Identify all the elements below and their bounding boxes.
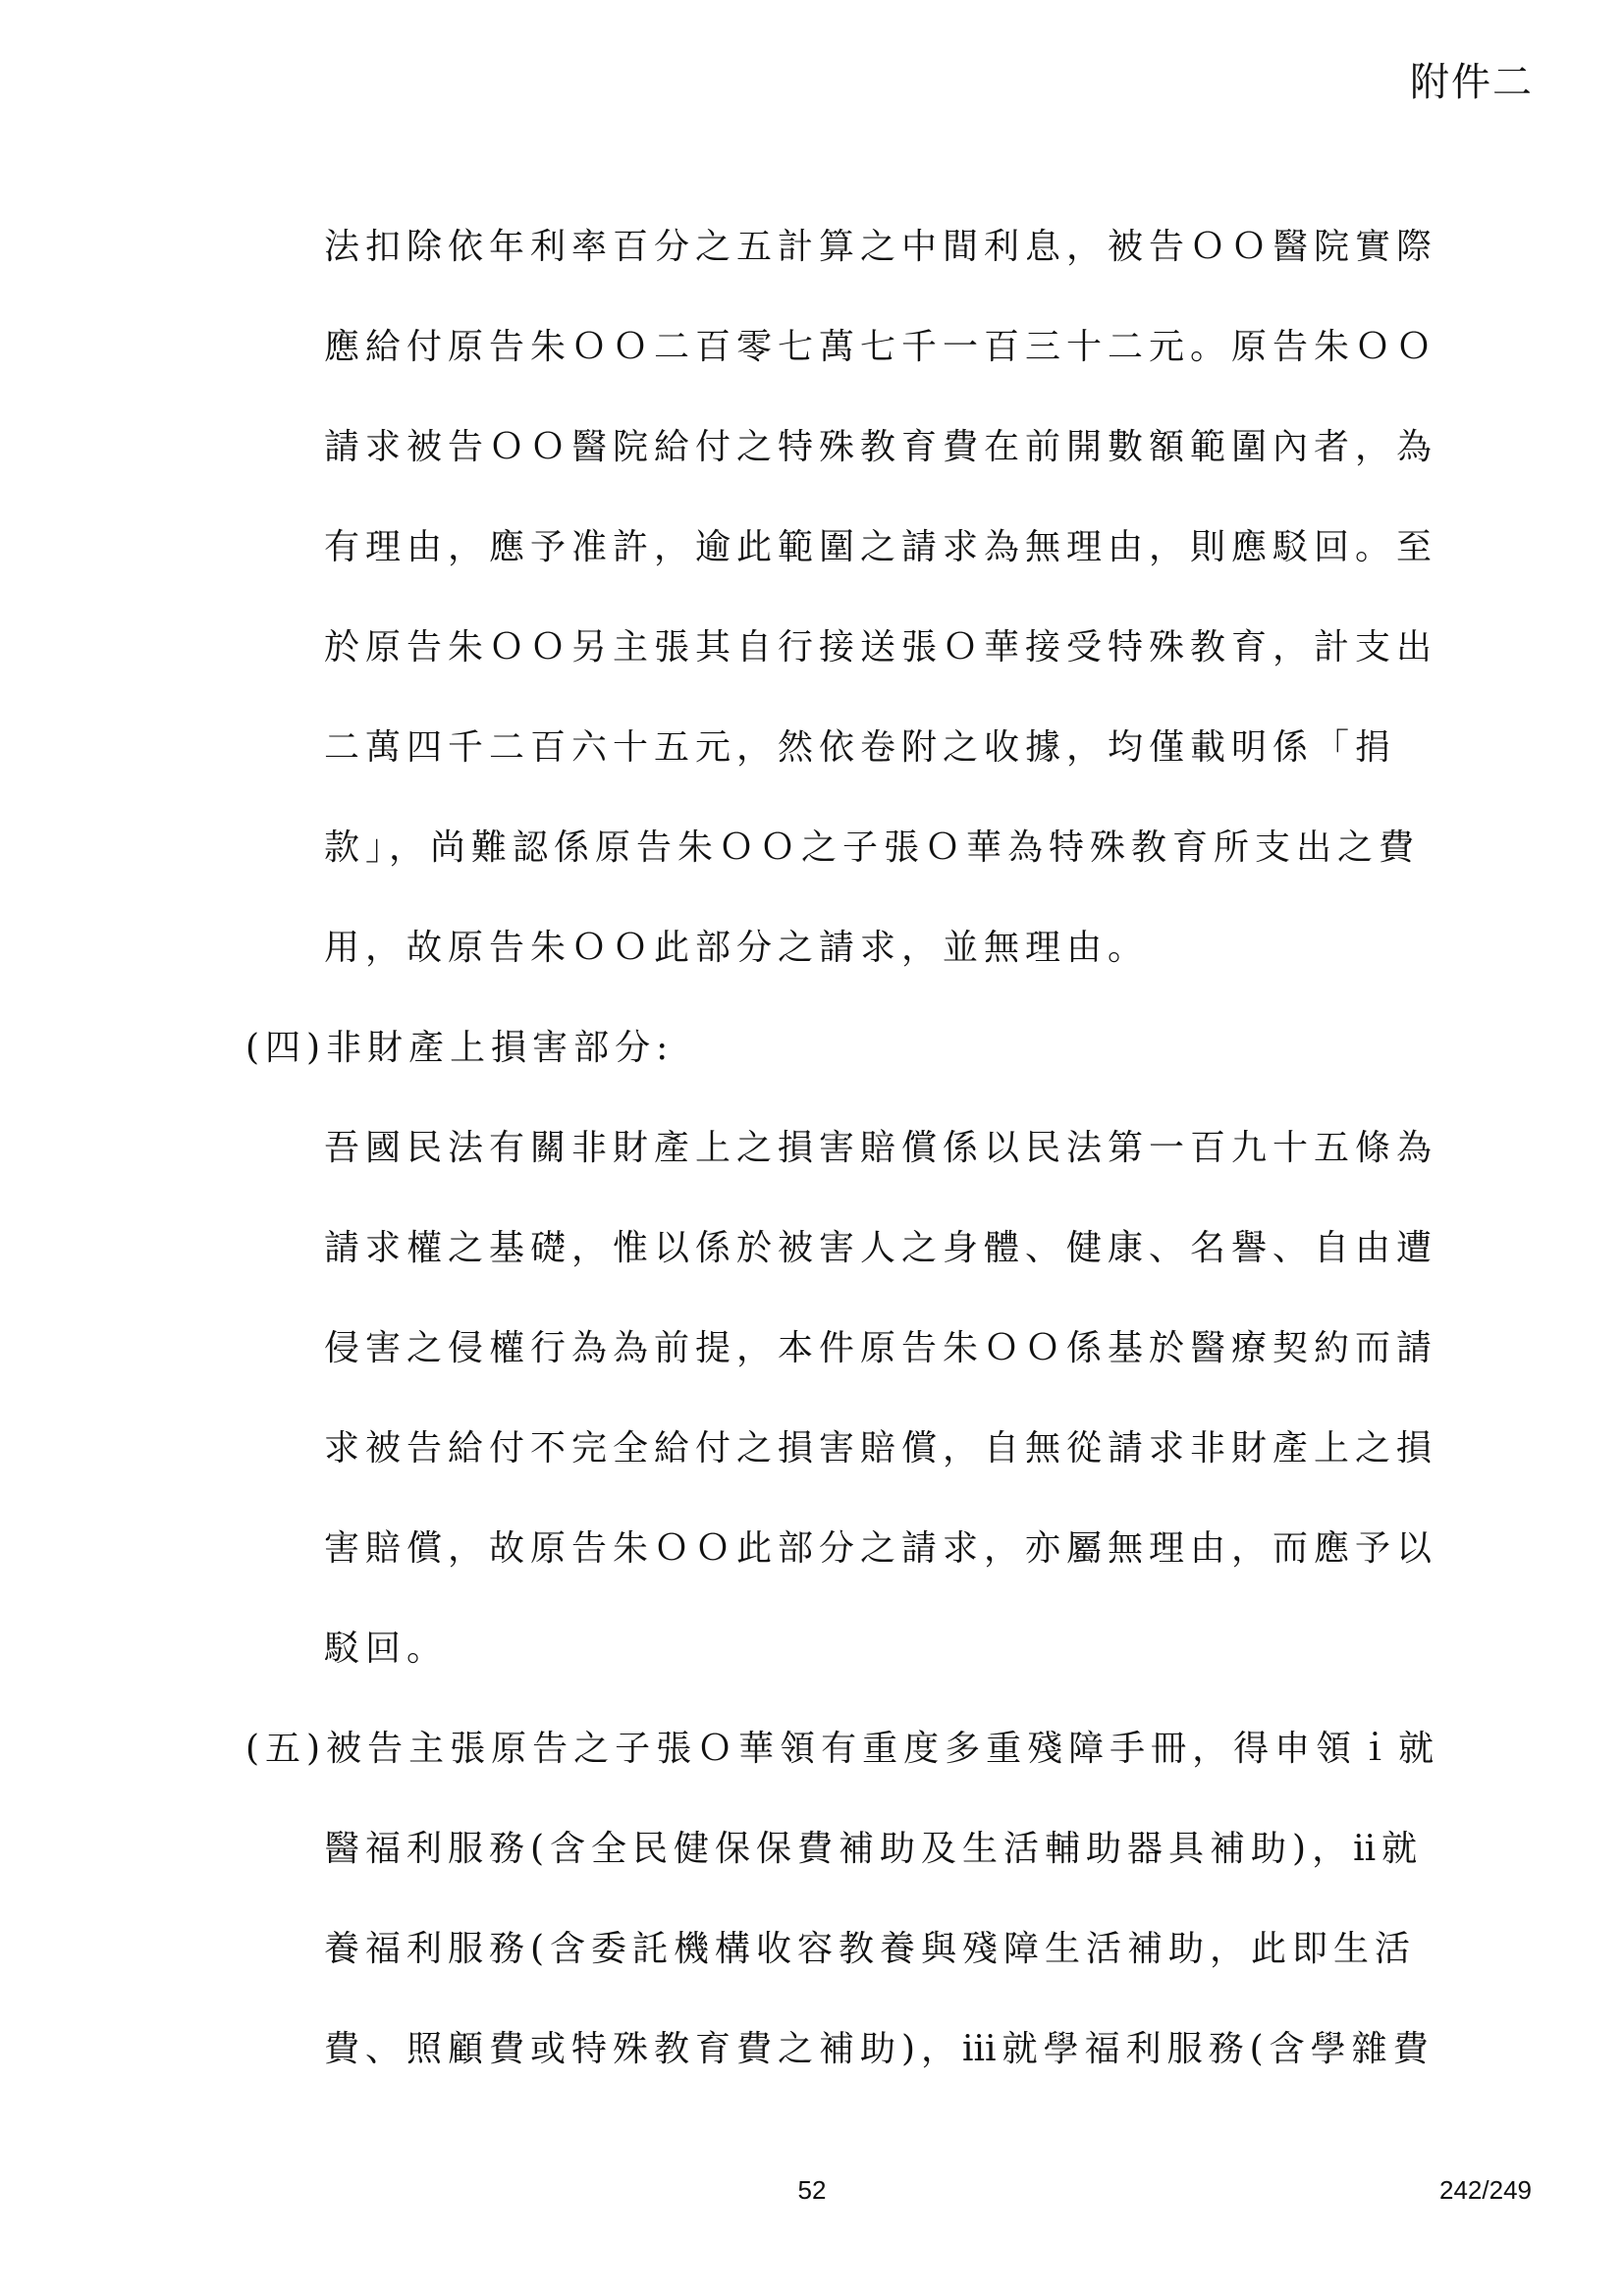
body-line-11: 請求權之基礎，惟以係於被害人之身體、健康、名譽、自由遭 [324, 1228, 1438, 1268]
body-line-6: 二萬四千二百六十五元，然依卷附之收據，均僅載明係「捐 [324, 727, 1397, 768]
body-line-14: 害賠償，故原告朱ＯＯ此部分之請求，亦屬無理由，而應予以 [324, 1528, 1438, 1569]
body-line-10: 吾國民法有關非財產上之損害賠償係以民法第一百九十五條為 [324, 1128, 1438, 1168]
body-line-17: 醫福利服務(含全民健保保費補助及生活輔助器具補助)，ⅱ就 [324, 1829, 1424, 1869]
section-heading-4: (四)非財產上損害部分: [245, 1028, 675, 1068]
body-line-12: 侵害之侵權行為為前提，本件原告朱ＯＯ係基於醫療契約而請 [324, 1328, 1438, 1368]
page-number: 52 [797, 2175, 827, 2205]
body-line-3: 請求被告ＯＯ醫院給付之特殊教育費在前開數額範圍內者，為 [324, 427, 1438, 467]
page-total: 242/249 [1439, 2175, 1532, 2205]
body-line-18: 養福利服務(含委託機構收容教養與殘障生活補助，此即生活 [324, 1929, 1417, 1969]
section-heading-5: (五)被告主張原告之子張Ｏ華領有重度多重殘障手冊，得申領ｉ就 [245, 1729, 1440, 1769]
body-line-13: 求被告給付不完全給付之損害賠償，自無從請求非財產上之損 [324, 1428, 1438, 1468]
body-line-15: 駁回。 [324, 1629, 449, 1669]
body-line-19: 費、照顧費或特殊教育費之補助)，ⅲ就學福利服務(含學雜費 [324, 2029, 1435, 2069]
body-line-5: 於原告朱ＯＯ另主張其自行接送張Ｏ華接受特殊教育，計支出 [324, 627, 1438, 667]
body-line-4: 有理由，應予准許，逾此範圍之請求為無理由，則應駁回。至 [324, 527, 1438, 567]
body-line-7: 款」，尚難認係原告朱ＯＯ之子張Ｏ華為特殊教育所支出之費 [324, 828, 1421, 868]
body-line-1: 法扣除依年利率百分之五計算之中間利息，被告ＯＯ醫院實際 [324, 227, 1438, 267]
body-line-8: 用，故原告朱ＯＯ此部分之請求，並無理由。 [324, 928, 1150, 968]
body-line-2: 應給付原告朱ＯＯ二百零七萬七千一百三十二元。原告朱ＯＯ [324, 327, 1438, 367]
attachment-label: 附件二 [1410, 61, 1534, 104]
